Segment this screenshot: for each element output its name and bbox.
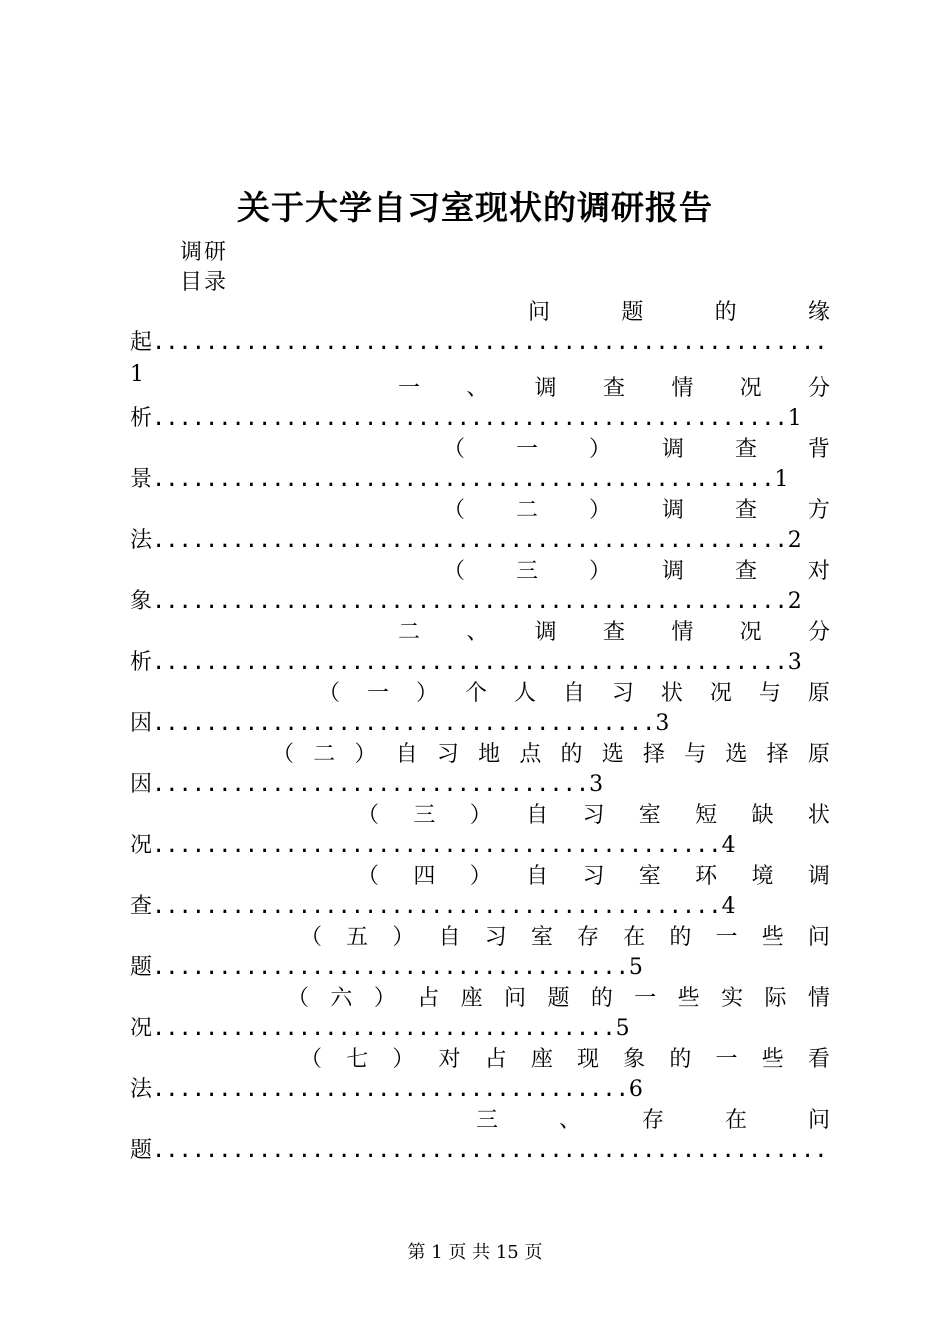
toc-entry-char: 的 bbox=[590, 986, 613, 1011]
toc-entry-char: 环 bbox=[695, 864, 718, 889]
toc-entry-char: 占 bbox=[417, 986, 440, 1011]
toc-entry-page-number: 5 bbox=[628, 955, 643, 980]
toc-entry-page-number: 3 bbox=[589, 772, 604, 797]
toc-entry-dots: ........................................... bbox=[152, 894, 722, 919]
toc-entry-last-char: 象 bbox=[130, 589, 153, 614]
toc-entry-char: 选 bbox=[725, 742, 748, 767]
toc-entry-page-number: 1 bbox=[130, 362, 144, 387]
toc-entry-char: 一 bbox=[366, 681, 389, 706]
toc-entry-page-number: 6 bbox=[628, 1077, 643, 1102]
toc-entry-char: 对 bbox=[807, 559, 830, 584]
toc-entry-char: 分 bbox=[807, 376, 830, 401]
toc-entry-char: 状 bbox=[660, 681, 683, 706]
toc-entry-char: 座 bbox=[460, 986, 483, 1011]
toc-entry-last-char: 题 bbox=[130, 955, 153, 980]
toc-entry-dot-leader-line bbox=[130, 526, 802, 556]
toc-entry-dot-leader-line bbox=[130, 953, 643, 983]
toc-entry-dot-leader-line bbox=[130, 328, 828, 358]
toc-entry-char: 查 bbox=[602, 376, 625, 401]
toc-entry-char: ） bbox=[415, 681, 438, 706]
toc-entry-char: 三 bbox=[413, 803, 436, 828]
toc-entry-char: 自 bbox=[526, 864, 549, 889]
toc-entry-char: 个 bbox=[464, 681, 487, 706]
toc-entry-char: （ bbox=[357, 803, 380, 828]
toc-entry-heading-line bbox=[300, 923, 830, 953]
toc-entry-heading-line bbox=[528, 298, 830, 328]
toc-entry-dot-leader-line bbox=[130, 770, 603, 800]
toc-entry-char: 原 bbox=[807, 681, 830, 706]
toc-entry-char: 调 bbox=[534, 376, 557, 401]
toc-entry-char: 习 bbox=[436, 742, 459, 767]
toc-entry-char: 调 bbox=[661, 437, 684, 462]
toc-entry-char: ） bbox=[392, 1047, 415, 1072]
toc-entry-char: 况 bbox=[739, 620, 762, 645]
toc-entry-char: 对 bbox=[438, 1047, 461, 1072]
toc-entry-char: 一 bbox=[515, 437, 538, 462]
toc-entry-dot-leader-line bbox=[130, 1136, 828, 1166]
toc-entry-char: 调 bbox=[661, 498, 684, 523]
toc-entry-char: 调 bbox=[807, 864, 830, 889]
toc-entry-last-char: 析 bbox=[130, 650, 153, 675]
toc-entry-dot-leader-line bbox=[130, 404, 802, 434]
toc-entry-char: （ bbox=[443, 437, 466, 462]
toc-entry-dots: ................................................... bbox=[152, 1138, 828, 1163]
toc-entry-char: 一 bbox=[715, 1047, 738, 1072]
toc-entry-last-char: 起 bbox=[130, 330, 153, 355]
toc-entry-dots: ................................................ bbox=[152, 528, 788, 553]
toc-entry-dots: ................................................ bbox=[152, 589, 788, 614]
toc-entry-dots: ........................................... bbox=[152, 833, 722, 858]
toc-entry-char: 看 bbox=[807, 1047, 830, 1072]
toc-entry-char: 的 bbox=[669, 925, 692, 950]
toc-entry-char: 在 bbox=[724, 1108, 747, 1133]
toc-entry-last-char: 况 bbox=[130, 1016, 153, 1041]
toc-entry-char: 问 bbox=[807, 1108, 830, 1133]
toc-entry-char: 背 bbox=[807, 437, 830, 462]
toc-entry-char: 二 bbox=[398, 620, 421, 645]
toc-entry-char: 一 bbox=[634, 986, 657, 1011]
toc-entry-heading-line bbox=[357, 801, 830, 831]
toc-entry-char: 七 bbox=[346, 1047, 369, 1072]
toc-entry-char: 调 bbox=[661, 559, 684, 584]
toc-entry-char: 情 bbox=[807, 986, 830, 1011]
toc-entry-char: 习 bbox=[582, 864, 605, 889]
toc-entry-char: 际 bbox=[764, 986, 787, 1011]
toc-entry-heading-line bbox=[272, 740, 830, 770]
toc-entry-char: 在 bbox=[623, 925, 646, 950]
toc-entry-char: （ bbox=[287, 986, 310, 1011]
toc-entry-char: 分 bbox=[807, 620, 830, 645]
toc-entry-heading-line bbox=[357, 862, 830, 892]
toc-entry-char: 自 bbox=[562, 681, 585, 706]
toc-entry-char: 四 bbox=[413, 864, 436, 889]
toc-entry-char: 些 bbox=[761, 925, 784, 950]
toc-entry-page-number: 2 bbox=[787, 589, 802, 614]
toc-entry-char: 、 bbox=[558, 1108, 581, 1133]
toc-entry-char: 的 bbox=[714, 300, 737, 325]
toc-entry-char: 六 bbox=[330, 986, 353, 1011]
toc-entry-char: ） bbox=[373, 986, 396, 1011]
toc-entry-char: 问 bbox=[528, 300, 551, 325]
toc-entry-last-char: 景 bbox=[130, 467, 153, 492]
toc-entry-char: ） bbox=[588, 437, 611, 462]
document-title: 关于大学自习室现状的调研报告 bbox=[237, 188, 713, 227]
toc-entry-char: 习 bbox=[582, 803, 605, 828]
toc-entry-char: 地 bbox=[478, 742, 501, 767]
toc-entry-page-number: 1 bbox=[787, 406, 802, 431]
toc-entry-dot-leader-line bbox=[130, 892, 736, 922]
toc-entry-char: 题 bbox=[547, 986, 570, 1011]
toc-entry-char: ） bbox=[354, 742, 377, 767]
toc-entry-last-char: 况 bbox=[130, 833, 153, 858]
toc-entry-char: 方 bbox=[807, 498, 830, 523]
toc-entry-heading-line bbox=[476, 1106, 830, 1136]
toc-entry-char: 题 bbox=[621, 300, 644, 325]
toc-entry-heading-line bbox=[398, 374, 830, 404]
toc-entry-char: 的 bbox=[560, 742, 583, 767]
toc-entry-dots: .................................... bbox=[152, 955, 629, 980]
toc-entry-page-number: 5 bbox=[615, 1016, 630, 1041]
toc-entry-char: 些 bbox=[677, 986, 700, 1011]
toc-entry-char: 座 bbox=[530, 1047, 553, 1072]
toc-entry-dot-leader-line bbox=[130, 1014, 630, 1044]
toc-entry-char: （ bbox=[357, 864, 380, 889]
toc-entry-last-char: 题 bbox=[130, 1138, 153, 1163]
toc-entry-page-number: 3 bbox=[655, 711, 670, 736]
toc-entry-dots: ................................................... bbox=[152, 330, 828, 355]
toc-entry-char: 与 bbox=[684, 742, 707, 767]
heading-mulu: 目录 bbox=[180, 270, 229, 295]
toc-entry-dot-leader-line bbox=[130, 831, 736, 861]
toc-entry-page-number: 2 bbox=[787, 528, 802, 553]
toc-entry-char: 短 bbox=[695, 803, 718, 828]
toc-entry-char: 占 bbox=[484, 1047, 507, 1072]
toc-entry-char: 二 bbox=[515, 498, 538, 523]
toc-entry-char: 境 bbox=[751, 864, 774, 889]
toc-entry-char: （ bbox=[300, 925, 323, 950]
toc-entry-char: 象 bbox=[623, 1047, 646, 1072]
toc-entry-char: ） bbox=[392, 925, 415, 950]
toc-entry-dot-leader-line bbox=[130, 587, 802, 617]
toc-entry-char: 存 bbox=[641, 1108, 664, 1133]
toc-entry-char: 情 bbox=[671, 620, 694, 645]
toc-entry-char: 、 bbox=[466, 620, 489, 645]
toc-entry-char: 现 bbox=[577, 1047, 600, 1072]
toc-entry-dot-leader-line bbox=[130, 465, 789, 495]
toc-entry-char: 室 bbox=[638, 864, 661, 889]
toc-entry-char: 人 bbox=[513, 681, 536, 706]
toc-entry-char: 问 bbox=[807, 925, 830, 950]
toc-entry-heading-line bbox=[318, 679, 830, 709]
toc-entry-heading-line bbox=[443, 557, 830, 587]
toc-entry-page-number: 4 bbox=[721, 833, 736, 858]
toc-entry-char: 实 bbox=[721, 986, 744, 1011]
toc-entry-char: 三 bbox=[515, 559, 538, 584]
toc-entry-char: 一 bbox=[398, 376, 421, 401]
toc-entry-char: 五 bbox=[346, 925, 369, 950]
toc-entry-char: 些 bbox=[761, 1047, 784, 1072]
toc-entry-last-char: 析 bbox=[130, 406, 153, 431]
toc-entry-char: 查 bbox=[734, 559, 757, 584]
toc-entry-last-char: 因 bbox=[130, 772, 153, 797]
toc-entry-last-char: 因 bbox=[130, 711, 153, 736]
toc-entry-char: ） bbox=[469, 864, 492, 889]
toc-entry-dots: ................................. bbox=[152, 772, 590, 797]
toc-entry-char: 查 bbox=[734, 498, 757, 523]
toc-entry-dots: ............................................... bbox=[152, 467, 775, 492]
toc-entry-char: 自 bbox=[395, 742, 418, 767]
toc-entry-dot-leader-line bbox=[130, 709, 669, 739]
toc-entry-last-char: 法 bbox=[130, 1077, 153, 1102]
toc-entry-char: 习 bbox=[611, 681, 634, 706]
toc-entry-page-number: 4 bbox=[721, 894, 736, 919]
toc-entry-char: 原 bbox=[807, 742, 830, 767]
toc-entry-char: 一 bbox=[715, 925, 738, 950]
toc-entry-char: 择 bbox=[766, 742, 789, 767]
toc-entry-char: 室 bbox=[530, 925, 553, 950]
toc-entry-char: 缺 bbox=[751, 803, 774, 828]
toc-entry-last-char: 法 bbox=[130, 528, 153, 553]
toc-entry-dots: ................................................ bbox=[152, 650, 788, 675]
toc-entry-char: 自 bbox=[438, 925, 461, 950]
toc-entry-char: （ bbox=[443, 498, 466, 523]
toc-entry-dots: ................................................ bbox=[152, 406, 788, 431]
toc-entry-char: 室 bbox=[638, 803, 661, 828]
toc-entry-char: 选 bbox=[601, 742, 624, 767]
toc-entry-char: （ bbox=[443, 559, 466, 584]
toc-entry-dot-leader-line bbox=[130, 1075, 643, 1105]
toc-entry-char: 情 bbox=[671, 376, 694, 401]
toc-entry-char: 与 bbox=[758, 681, 781, 706]
toc-entry-dots: ................................... bbox=[152, 1016, 616, 1041]
toc-entry-char: （ bbox=[272, 742, 295, 767]
toc-entry-char: 问 bbox=[504, 986, 527, 1011]
toc-entry-dots: .................................... bbox=[152, 1077, 629, 1102]
toc-entry-dot-leader-line bbox=[130, 648, 802, 678]
heading-diaoyan: 调研 bbox=[180, 240, 229, 265]
toc-entry-dots: ...................................... bbox=[152, 711, 656, 736]
toc-entry-page-number: 3 bbox=[787, 650, 802, 675]
toc-entry-char: 查 bbox=[734, 437, 757, 462]
toc-entry-heading-line bbox=[300, 1045, 830, 1075]
toc-entry-char: ） bbox=[469, 803, 492, 828]
toc-entry-char: 查 bbox=[602, 620, 625, 645]
toc-entry-char: 存 bbox=[577, 925, 600, 950]
toc-entry-char: 的 bbox=[669, 1047, 692, 1072]
toc-entry-char: 择 bbox=[642, 742, 665, 767]
toc-entry-char: 调 bbox=[534, 620, 557, 645]
toc-entry-char: 缘 bbox=[807, 300, 830, 325]
toc-entry-char: ） bbox=[588, 559, 611, 584]
toc-entry-char: 二 bbox=[313, 742, 336, 767]
toc-entry-char: ） bbox=[588, 498, 611, 523]
toc-entry-char: 状 bbox=[807, 803, 830, 828]
toc-entry-char: 三 bbox=[476, 1108, 499, 1133]
page-footer: 第 1 页 共 15 页 bbox=[407, 1242, 543, 1263]
toc-entry-char: 自 bbox=[526, 803, 549, 828]
toc-entry-char: 况 bbox=[709, 681, 732, 706]
toc-entry-heading-line bbox=[443, 496, 830, 526]
toc-entry-char: 习 bbox=[484, 925, 507, 950]
toc-entry-char: 况 bbox=[739, 376, 762, 401]
toc-entry-heading-line bbox=[443, 435, 830, 465]
toc-entry-last-char: 查 bbox=[130, 894, 153, 919]
toc-entry-char: （ bbox=[300, 1047, 323, 1072]
toc-entry-page-number: 1 bbox=[774, 467, 789, 492]
toc-entry-char: （ bbox=[318, 681, 341, 706]
toc-entry-heading-line bbox=[398, 618, 830, 648]
toc-entry-char: 、 bbox=[466, 376, 489, 401]
toc-entry-char: 点 bbox=[519, 742, 542, 767]
toc-entry-heading-line bbox=[287, 984, 830, 1014]
